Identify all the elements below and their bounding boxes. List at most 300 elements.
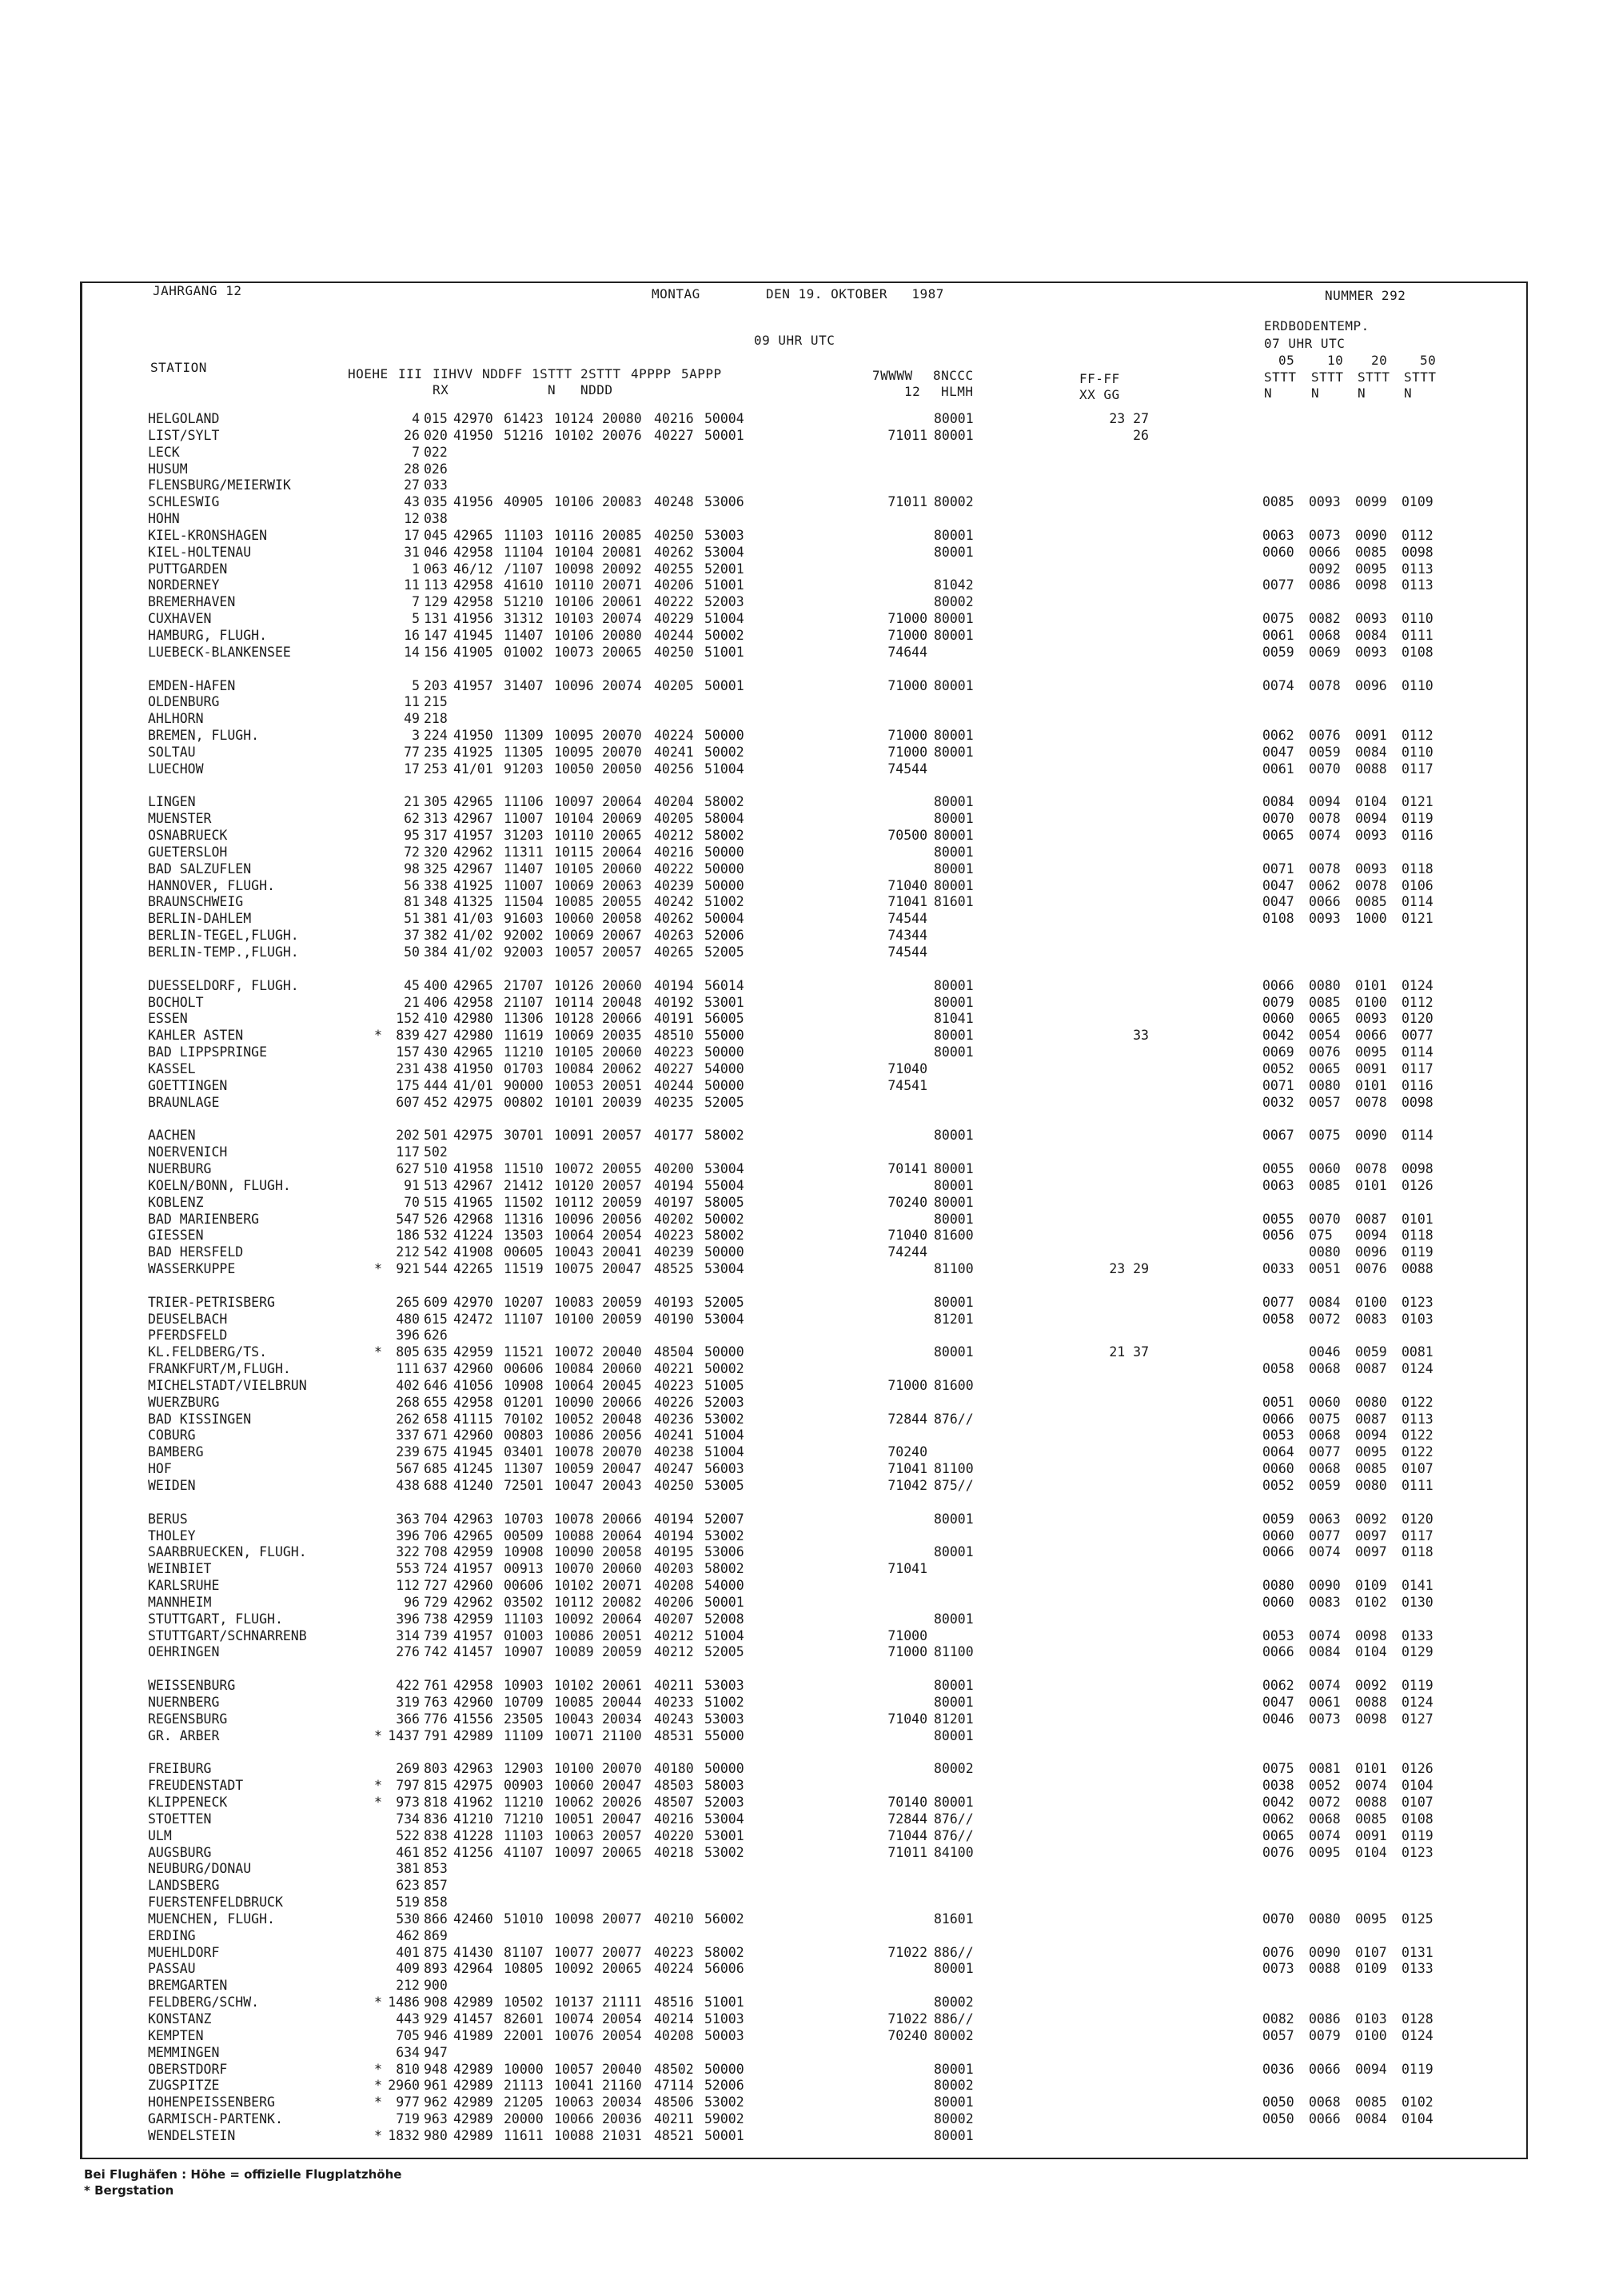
iihvv-value: 41/03 [453, 911, 493, 927]
iii-value: 739 [424, 1627, 448, 1643]
group2-value: 21100 [602, 1727, 642, 1743]
iihvv-value: 41956 [453, 494, 493, 510]
depth-10: 10 [1327, 353, 1344, 368]
col-soil-20: STTT [1358, 369, 1390, 385]
soil-temp-value: 0104 [1355, 1844, 1387, 1860]
group4-value: 48506 [654, 2094, 694, 2110]
station-name: BAD LIPPSPRINGE [148, 1044, 268, 1060]
soil-temp-value: 0074 [1355, 1778, 1387, 1794]
soil-temp-value: 0104 [1355, 1644, 1387, 1660]
iihvv-value: 42963 [453, 1761, 493, 1777]
soil-temp-value: 0059 [1262, 1511, 1294, 1527]
group5-value: 53004 [704, 1311, 744, 1327]
group5-value: 51004 [704, 1444, 744, 1460]
col-soil-10-sub: N [1311, 385, 1320, 401]
group5-value: 56005 [704, 1011, 744, 1027]
group1-value: 10128 [554, 1011, 594, 1027]
iii-value: 026 [424, 461, 448, 477]
group5-value: 52005 [704, 1094, 744, 1110]
group4-value: 40195 [654, 1544, 694, 1560]
group7-value: 74544 [887, 761, 927, 777]
group8-value: 886// [934, 1944, 974, 1960]
soil-temp-value: 0078 [1355, 1160, 1387, 1176]
nddff-value: 11007 [504, 877, 544, 893]
iihvv-value: 42962 [453, 844, 493, 860]
hoehe-value: 734 [396, 1811, 420, 1827]
group8-value: 81100 [934, 1261, 974, 1277]
station-name: FRANKFURT/M,FLUGH. [148, 1361, 291, 1377]
group2-value: 21111 [602, 1995, 642, 2010]
iii-value: 635 [424, 1344, 448, 1360]
group4-value: 40180 [654, 1761, 694, 1777]
group2-value: 20058 [602, 911, 642, 927]
group8-value: 80001 [934, 1160, 974, 1176]
group8-value: 80002 [934, 1995, 974, 2010]
soil-temp-value: 0118 [1402, 861, 1434, 876]
group1-value: 10091 [554, 1128, 594, 1144]
nddff-value: 51210 [504, 594, 544, 610]
iii-value: 253 [424, 761, 448, 777]
hoehe-value: 112 [396, 1578, 420, 1594]
hoehe-value: 77 [404, 744, 420, 760]
hoehe-value: 3 [412, 728, 420, 744]
group7-value: 71000 [887, 677, 927, 693]
group2-value: 20077 [602, 1944, 642, 1960]
group5-value: 58002 [704, 828, 744, 844]
station-name: BRAUNSCHWEIG [148, 894, 244, 910]
soil-temp-value: 0078 [1355, 877, 1387, 893]
nddff-value: 00803 [504, 1428, 544, 1443]
hoehe-value: 50 [404, 944, 420, 960]
soil-temp-value: 0094 [1309, 794, 1341, 810]
soil-temp-value: 0116 [1402, 1077, 1434, 1093]
nddff-value: 01002 [504, 644, 544, 660]
soil-temp-value: 0062 [1309, 877, 1341, 893]
group5-value: 52005 [704, 1294, 744, 1310]
soil-temp-value: 0087 [1355, 1411, 1387, 1427]
soil-temp-value: 0078 [1309, 677, 1341, 693]
soil-temp-value: 0061 [1309, 1694, 1341, 1710]
iihvv-value: 42975 [453, 1128, 493, 1144]
group8-value: 80001 [934, 1177, 974, 1193]
group4-value: 40227 [654, 1060, 694, 1076]
group8-value: 81600 [934, 1377, 974, 1393]
iihvv-value: 42967 [453, 861, 493, 876]
group5-value: 56002 [704, 1911, 744, 1927]
soil-temp-value: 0059 [1309, 1478, 1341, 1493]
group8-value: 886// [934, 2011, 974, 2026]
iihvv-value: 42989 [453, 2127, 493, 2143]
group8-value: 80001 [934, 527, 974, 543]
iii-value: 156 [424, 644, 448, 660]
soil-temp-value: 0057 [1309, 1094, 1341, 1110]
group5-value: 58002 [704, 794, 744, 810]
nddff-value: 11521 [504, 1344, 544, 1360]
group4-value: 40236 [654, 1411, 694, 1427]
group8-value: 81042 [934, 577, 974, 593]
hoehe-value: 186 [396, 1228, 420, 1244]
group7-value: 71044 [887, 1827, 927, 1843]
group4-value: 40227 [654, 427, 694, 443]
depth-50: 50 [1420, 353, 1437, 368]
soil-temp-value: 0131 [1402, 1944, 1434, 1960]
hoehe-value: 49 [404, 711, 420, 727]
group2-value: 20057 [602, 1177, 642, 1193]
weekday-label: MONTAG [652, 286, 700, 301]
iii-value: 147 [424, 627, 448, 643]
station-name: ZUGSPITZE [148, 2078, 220, 2094]
iii-value: 400 [424, 977, 448, 993]
group1-value: 10052 [554, 1411, 594, 1427]
soil-temp-value: 0086 [1309, 577, 1341, 593]
soil-temp-value: 0047 [1262, 1694, 1294, 1710]
group2-value: 20066 [602, 1511, 642, 1527]
hoehe-value: 623 [396, 1878, 420, 1894]
mountain-marker: * [374, 1261, 382, 1277]
iihvv-value: 41957 [453, 1627, 493, 1643]
group1-value: 10060 [554, 911, 594, 927]
hoehe-value: 231 [396, 1060, 420, 1076]
observation-time: 09 UHR UTC [754, 333, 835, 348]
nddff-value: 11103 [504, 1611, 544, 1627]
col-1sttt-sub: N [548, 382, 556, 397]
group8-value: 81100 [934, 1461, 974, 1477]
soil-temp-value: 0103 [1355, 2011, 1387, 2026]
soil-temp-value: 0076 [1309, 728, 1341, 744]
group2-value: 20064 [602, 844, 642, 860]
hoehe-value: 4 [412, 411, 420, 426]
station-name: SAARBRUECKEN, FLUGH. [148, 1544, 307, 1560]
group4-value: 40210 [654, 1911, 694, 1927]
soil-temp-value: 0124 [1402, 1694, 1434, 1710]
soil-temp-value: 0078 [1309, 811, 1341, 827]
group5-value: 50000 [704, 1761, 744, 1777]
group4-value: 40221 [654, 1361, 694, 1377]
mountain-marker: * [374, 1727, 382, 1743]
iihvv-value: 42968 [453, 1211, 493, 1227]
nddff-value: 00605 [504, 1244, 544, 1260]
iii-value: 929 [424, 2011, 448, 2026]
group1-value: 10041 [554, 2078, 594, 2094]
iii-value: 962 [424, 2094, 448, 2110]
iii-value: 313 [424, 811, 448, 827]
group8-value: 81041 [934, 1011, 974, 1027]
station-name: BOCHOLT [148, 994, 204, 1010]
iii-value: 655 [424, 1394, 448, 1410]
iihvv-value: 41457 [453, 2011, 493, 2026]
group4-value: 40191 [654, 1011, 694, 1027]
nddff-value: 31407 [504, 677, 544, 693]
soil-temp-value: 0093 [1355, 828, 1387, 844]
nddff-value: 11311 [504, 844, 544, 860]
group4-value: 40216 [654, 411, 694, 426]
soil-temp-value: 0119 [1402, 1827, 1434, 1843]
iii-value: 381 [424, 911, 448, 927]
group5-value: 50002 [704, 744, 744, 760]
soil-temp-value: 0066 [1262, 977, 1294, 993]
iii-value: 875 [424, 1944, 448, 1960]
hoehe-value: 95 [404, 828, 420, 844]
group7-value: 70140 [887, 1795, 927, 1811]
hoehe-value: 402 [396, 1377, 420, 1393]
soil-temp-value: 0084 [1262, 794, 1294, 810]
group5-value: 56006 [704, 1961, 744, 1977]
soil-temp-value: 0107 [1402, 1461, 1434, 1477]
station-name: ERDING [148, 1927, 196, 1943]
iii-value: 815 [424, 1778, 448, 1794]
group4-value: 47114 [654, 2078, 694, 2094]
station-name: WUERZBURG [148, 1394, 220, 1410]
group1-value: 10074 [554, 2011, 594, 2026]
iii-value: 406 [424, 994, 448, 1010]
group1-value: 10066 [554, 2111, 594, 2127]
hoehe-value: 7 [412, 444, 420, 460]
soil-temp-value: 0119 [1402, 1678, 1434, 1694]
station-name: OBERSTDORF [148, 2061, 228, 2077]
group4-value: 40200 [654, 1160, 694, 1176]
iii-value: 857 [424, 1878, 448, 1894]
hoehe-value: 2960 [388, 2078, 420, 2094]
group5-value: 53003 [704, 527, 744, 543]
soil-temp-value: 0074 [1262, 677, 1294, 693]
group2-value: 20074 [602, 677, 642, 693]
iii-value: 510 [424, 1160, 448, 1176]
footnote-mountain: * Bergstation [84, 2183, 174, 2198]
iii-value: 215 [424, 694, 448, 710]
hoehe-value: 56 [404, 877, 420, 893]
soil-temp-value: 0058 [1262, 1361, 1294, 1377]
nddff-value: 40905 [504, 494, 544, 510]
soil-temp-value: 0065 [1309, 1060, 1341, 1076]
group1-value: 10095 [554, 728, 594, 744]
iii-value: 502 [424, 1144, 448, 1160]
soil-temp-value: 0038 [1262, 1778, 1294, 1794]
group5-value: 50002 [704, 1361, 744, 1377]
iii-value: 317 [424, 828, 448, 844]
mountain-marker: * [374, 1028, 382, 1044]
iii-value: 852 [424, 1844, 448, 1860]
soil-temp-value: 0084 [1309, 1294, 1341, 1310]
group5-value: 51001 [704, 1995, 744, 2010]
soil-temp-title: ERDBODENTEMP. [1264, 318, 1370, 333]
station-name: MEMMINGEN [148, 2044, 220, 2060]
nddff-value: 03401 [504, 1444, 544, 1460]
hoehe-value: 31 [404, 544, 420, 560]
station-name: BREMEN, FLUGH. [148, 728, 260, 744]
group5-value: 54000 [704, 1060, 744, 1076]
group4-value: 40208 [654, 2027, 694, 2043]
nddff-value: 11309 [504, 728, 544, 744]
group2-value: 20035 [602, 1028, 642, 1044]
nddff-value: 11510 [504, 1160, 544, 1176]
nddff-value: 41610 [504, 577, 544, 593]
group4-value: 40220 [654, 1827, 694, 1843]
iihvv-value: 42962 [453, 1594, 493, 1610]
hoehe-value: 96 [404, 1594, 420, 1610]
station-name: DEUSELBACH [148, 1311, 228, 1327]
soil-temp-value: 0104 [1402, 1778, 1434, 1794]
group5-value: 50000 [704, 877, 744, 893]
group4-value: 40212 [654, 828, 694, 844]
hoehe-value: 401 [396, 1944, 420, 1960]
nddff-value: 51216 [504, 427, 544, 443]
group8-value: 876// [934, 1811, 974, 1827]
group8-value: 80001 [934, 1795, 974, 1811]
station-name: FREUDENSTADT [148, 1778, 244, 1794]
station-name: GOETTINGEN [148, 1077, 228, 1093]
group2-value: 20065 [602, 828, 642, 844]
group7-value: 74541 [887, 1077, 927, 1093]
iii-value: 738 [424, 1611, 448, 1627]
group5-value: 53004 [704, 544, 744, 560]
group5-value: 50001 [704, 2127, 744, 2143]
nddff-value: 11407 [504, 861, 544, 876]
soil-temp-value: 0128 [1402, 2011, 1434, 2026]
station-name: HELGOLAND [148, 411, 220, 426]
iii-value: 515 [424, 1194, 448, 1210]
soil-temp-value: 0109 [1355, 1961, 1387, 1977]
group8-value: 80001 [934, 1194, 974, 1210]
group5-value: 55000 [704, 1028, 744, 1044]
soil-temp-value: 0080 [1309, 1077, 1341, 1093]
soil-temp-value: 0066 [1262, 1544, 1294, 1560]
group5-value: 51001 [704, 644, 744, 660]
group2-value: 20076 [602, 427, 642, 443]
nddff-value: 11611 [504, 2127, 544, 2143]
group8-value: 80001 [934, 828, 974, 844]
station-name: REGENSBURG [148, 1711, 228, 1727]
soil-temp-value: 0082 [1262, 2011, 1294, 2026]
soil-temp-value: 0108 [1402, 1811, 1434, 1827]
soil-temp-value: 0124 [1402, 2027, 1434, 2043]
soil-temp-value: 0111 [1402, 627, 1434, 643]
station-name: BERLIN-TEGEL,FLUGH. [148, 928, 299, 944]
group5-value: 58002 [704, 1561, 744, 1577]
soil-temp-value: 0101 [1355, 1761, 1387, 1777]
soil-temp-value: 0101 [1355, 1077, 1387, 1093]
station-name: OSNABRUECK [148, 828, 228, 844]
iii-value: 033 [424, 477, 448, 493]
group4-value: 40250 [654, 644, 694, 660]
soil-temp-value: 0096 [1355, 677, 1387, 693]
soil-temp-value: 0100 [1355, 1294, 1387, 1310]
iihvv-value: 41950 [453, 1060, 493, 1076]
soil-temp-value: 0075 [1262, 1761, 1294, 1777]
group5-value: 50001 [704, 677, 744, 693]
group2-value: 21031 [602, 2127, 642, 2143]
nddff-value: 61423 [504, 411, 544, 426]
soil-temp-value: 0060 [1262, 544, 1294, 560]
nddff-value: 10907 [504, 1644, 544, 1660]
soil-temp-value: 0058 [1262, 1311, 1294, 1327]
group4-value: 40194 [654, 1527, 694, 1543]
hoehe-value: 337 [396, 1428, 420, 1443]
iihvv-value: 41957 [453, 677, 493, 693]
group7-value: 71000 [887, 728, 927, 744]
group2-value: 20045 [602, 1377, 642, 1393]
group4-value: 40205 [654, 677, 694, 693]
hoehe-value: 607 [396, 1094, 420, 1110]
group1-value: 10089 [554, 1644, 594, 1660]
soil-temp-value: 0077 [1262, 577, 1294, 593]
soil-temp-value: 0098 [1402, 1160, 1434, 1176]
group1-value: 10096 [554, 677, 594, 693]
iihvv-value: 42975 [453, 1778, 493, 1794]
soil-temp-value: 0112 [1402, 994, 1434, 1010]
group2-value: 20060 [602, 861, 642, 876]
soil-temp-value: 0079 [1309, 2027, 1341, 2043]
group7-value: 71040 [887, 1711, 927, 1727]
col-8nccc-sub: HLMH [941, 384, 974, 399]
soil-temp-value: 0124 [1402, 977, 1434, 993]
hoehe-value: 202 [396, 1128, 420, 1144]
group1-value: 10064 [554, 1377, 594, 1393]
group5-value: 52003 [704, 594, 744, 610]
group4-value: 40177 [654, 1128, 694, 1144]
group4-value: 40248 [654, 494, 694, 510]
nddff-value: 21412 [504, 1177, 544, 1193]
soil-temp-value: 0074 [1309, 1827, 1341, 1843]
station-name: BERLIN-TEMP.,FLUGH. [148, 944, 299, 960]
station-name: MANNHEIM [148, 1594, 212, 1610]
soil-temp-value: 0072 [1309, 1311, 1341, 1327]
hoehe-value: 72 [404, 844, 420, 860]
group2-value: 20040 [602, 1344, 642, 1360]
group5-value: 58003 [704, 1778, 744, 1794]
col-iihvv: IIHVV [433, 366, 473, 381]
group4-value: 40262 [654, 544, 694, 560]
iii-value: 637 [424, 1361, 448, 1377]
soil-temp-value: 0101 [1402, 1211, 1434, 1227]
soil-temp-value: 0126 [1402, 1761, 1434, 1777]
mountain-marker: * [374, 2061, 382, 2077]
group4-value: 40263 [654, 928, 694, 944]
iihvv-value: 41957 [453, 1561, 493, 1577]
group2-value: 20062 [602, 1060, 642, 1076]
group1-value: 10069 [554, 928, 594, 944]
iihvv-value: 42967 [453, 1177, 493, 1193]
iihvv-value: 42989 [453, 2111, 493, 2127]
date-label: DEN 19. OKTOBER 1987 [766, 286, 944, 301]
soil-temp-value: 0098 [1355, 1627, 1387, 1643]
group1-value: 10105 [554, 1044, 594, 1060]
iihvv-value: 41950 [453, 728, 493, 744]
group1-value: 10072 [554, 1344, 594, 1360]
group2-value: 20059 [602, 1311, 642, 1327]
soil-temp-value: 0087 [1355, 1361, 1387, 1377]
group5-value: 53003 [704, 1678, 744, 1694]
soil-temp-value: 0114 [1402, 1128, 1434, 1144]
station-name: BREMERHAVEN [148, 594, 236, 610]
iihvv-value: 41905 [453, 644, 493, 660]
soil-temp-value: 0106 [1402, 877, 1434, 893]
group5-value: 50003 [704, 2027, 744, 2043]
soil-temp-value: 0080 [1355, 1478, 1387, 1493]
station-name: AACHEN [148, 1128, 196, 1144]
group5-value: 51002 [704, 894, 744, 910]
group5-value: 50000 [704, 861, 744, 876]
iihvv-value: 42965 [453, 977, 493, 993]
nddff-value: 30701 [504, 1128, 544, 1144]
group1-value: 10043 [554, 1244, 594, 1260]
hoehe-value: 26 [404, 427, 420, 443]
group8-value: 80001 [934, 2094, 974, 2110]
iii-value: 235 [424, 744, 448, 760]
soil-temp-value: 0086 [1309, 2011, 1341, 2026]
col-5appp: 5APPP [681, 366, 722, 381]
group4-value: 40250 [654, 1478, 694, 1493]
soil-temp-value: 0091 [1355, 728, 1387, 744]
